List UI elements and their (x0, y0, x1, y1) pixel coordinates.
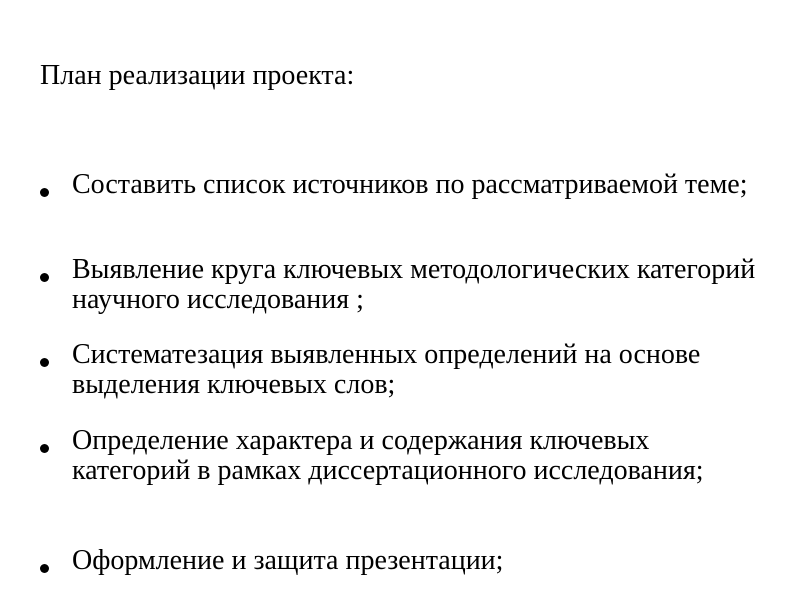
bullet-text: Оформление и защита презентации; (72, 545, 504, 576)
bullet-text: Определение характера и содержания ключевых категорий в рамках диссертационного исследования; (72, 425, 704, 486)
bullet-text: Составить список источников по рассматриваемой теме; (72, 169, 748, 200)
bullet-text: Систематезация выявленных определений на основе выделения ключевых слов; (72, 339, 701, 400)
bullet-dot-icon (40, 358, 49, 367)
bullet-text: Выявление круга ключевых методологических категорий научного исследования ; (72, 254, 756, 315)
bullet-dot-icon (40, 444, 49, 453)
slide-title: План реализации проекта: (40, 60, 355, 91)
bullet-dot-icon (40, 188, 49, 197)
bullet-dot-icon (40, 564, 49, 573)
bullet-dot-icon (40, 273, 49, 282)
